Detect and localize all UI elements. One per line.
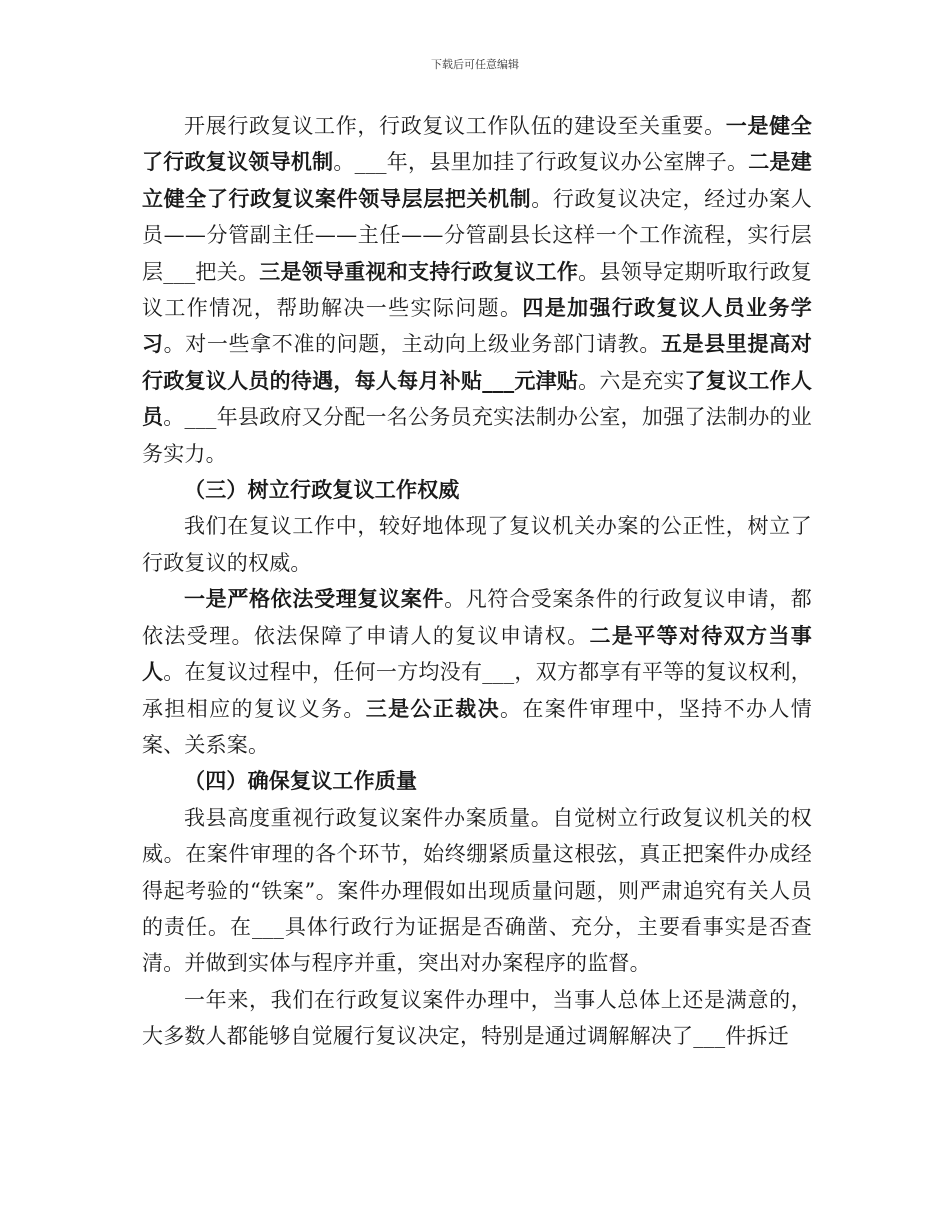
- bold-point: 三是领导重视和支持行政复议工作: [259, 258, 579, 284]
- paragraph-authority-points: 一是严格依法受理复议案件。凡符合受案条件的行政复议申请，都依法受理。依法保障了申请人的复议申请权。二是平等对待双方当事人。在复议过程中，任何一方均没有___，双方都享有平等的复议权利，承担相应的复议义务。三是公正裁决。在案件审理中，坚持不办人情案、关系案。: [142, 586, 813, 757]
- document-body: [142, 108, 812, 1055]
- section-heading-4: （四）确保复议工作质量: [184, 768, 418, 794]
- paragraph-authority-intro: 我们在复议工作中，较好地体现了复议机关办案的公正性，树立了行政复议的权威。: [142, 514, 812, 575]
- bold-point: 了复议工作人员: [142, 367, 813, 430]
- section-heading-3: （三）树立行政复议工作权威: [184, 477, 460, 503]
- paragraph-summary: 一年来，我们在行政复议案件办理中，当事人总体上还是满意的，大多数人都能够自觉履行复议决定，特别是通过调解解决了___件拆迁: [142, 987, 812, 1049]
- bold-point: 二是平等对待双方当事人: [142, 622, 813, 685]
- paragraph-team-building: 开展行政复议工作，行政复议工作队伍的建设至关重要。一是健全了行政复议领导机制。___年，县里加挂了行政复议办公室牌子。二是建立健全了行政复议案件领导层层把关机制。行政复议决定，经过办案人员——分管副主任——主任——分管副县长这样一个工作流程，实行层层___把关。三是领导重视和支持行政复议工作。县领导定期听取行政复议工作情况，帮助解决一些实际问题。四是加强行政复议人员业务学习。对一些拿不准的问题，主动向上级业务部门请教。五是县里提高对行政复议人员的待遇，每人每月补贴___元津贴。六是充实了复议工作人员。___年县政府又分配一名公务员充实法制办公室，加强了法制办的业务实力。: [142, 113, 813, 466]
- bold-point: 四是加强行政复议人员业务学习: [142, 295, 812, 357]
- bold-point: 三是公正裁决: [365, 695, 500, 721]
- bold-point: 五是县里提高对行政复议人员的待遇，每人每月补贴___元津贴: [142, 331, 813, 393]
- paragraph-quality: 我县高度重视行政复议案件办案质量。自觉树立行政复议机关的权威。在案件审理的各个环节，始终绷紧质量这根弦，真正把案件办成经得起考验的“铁案”。案件办理假如出现质量问题，则严肃追究有关人员的责任。在___具体行政行为证据是否确凿、充分，主要看事实是否查清。并做到实体与程序并重，突出对办案程序的监督。: [142, 805, 812, 976]
- page-header: 下载后可任意编辑: [431, 58, 519, 71]
- bold-point: 一是严格依法受理复议案件: [184, 586, 445, 612]
- bold-point: 一是健全了行政复议领导机制: [142, 113, 812, 175]
- bold-point: 二是建立健全了行政复议案件领导层层把关机制: [142, 149, 812, 211]
